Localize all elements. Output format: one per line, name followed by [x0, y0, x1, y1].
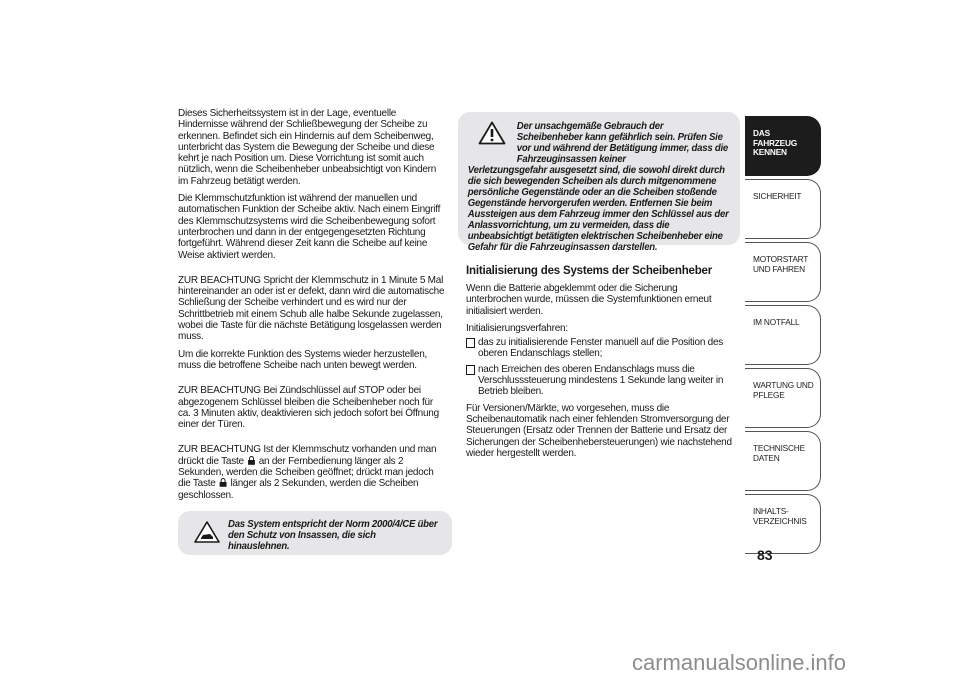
watermark: carmanualsonline.info — [632, 650, 847, 675]
left-column — [178, 108, 452, 555]
warning-text — [458, 121, 738, 253]
list-item: das zu initialisierende Fenster manuell auf die Position des oberen Endanschlags stellen; — [466, 337, 740, 360]
checkbox-bullet-icon — [466, 338, 475, 348]
lock-text-3: länger als 2 Sekunden, werden die Scheiben geschlossen. — [178, 478, 419, 501]
padlock-icon — [247, 456, 255, 465]
warning-text-indented: Der unsachgemäße Gebrauch der Scheibenheber kann gefährlich sein. Prüfen Sie vor und während der Betätigung immer, dass die Fahrzeuginsassen keiner — [516, 121, 729, 165]
note-box — [178, 511, 452, 555]
tab-inhaltsverzeichnis[interactable]: INHALTS- VERZEICHNIS — [745, 494, 821, 554]
tab-das-fahrzeug-kennen[interactable]: DAS FAHRZEUG KENNEN — [745, 116, 821, 176]
procedure-label: Initialisierungsverfahren: — [466, 322, 568, 334]
car-triangle-icon — [194, 521, 220, 543]
tab-sicherheit[interactable]: SICHERHEIT — [745, 179, 821, 239]
tab-im-notfall[interactable]: IM NOTFALL — [745, 305, 821, 365]
chapter-tabs — [745, 116, 821, 557]
padlock-icon — [219, 478, 227, 487]
paragraph-5: ZUR BEACHTUNG Bei Zündschlüssel auf STOP oder bei abgezogenem Schlüssel bleiben die Scheibenheber noch für ca. 3 Minuten aktiv, deaktivieren sich jedoch sofort bei Öffnung einer der Türen. — [178, 385, 439, 431]
lock-text-2: an der Fernbedienung länger als 2 Sekunden, werden die Scheiben geöffnet; drückt man jedoch die Taste — [178, 455, 434, 490]
list-item: nach Erreichen des oberen Endanschlags muss die Verschlusssteuerung mindestens 1 Sekunde lang weiter in Betrieb bleiben. — [466, 364, 740, 398]
warning-box — [458, 112, 740, 253]
tab-motorstart-und-fahren[interactable]: MOTORSTART UND FAHREN — [745, 242, 821, 302]
section-heading: Initialisierung des Systems der Scheibenheber — [466, 265, 713, 277]
paragraph-lock — [178, 444, 447, 500]
checkbox-bullet-icon — [466, 365, 475, 375]
tab-technische-daten[interactable]: TECHNISCHE DATEN — [745, 431, 821, 491]
note-text: Das System entspricht der Norm 2000/4/CE über den Schutz von Insassen, die sich hinauslehnen. — [228, 518, 438, 552]
paragraph-4: Um die korrekte Funktion des Systems wieder herzustellen, muss die betroffene Scheibe nach unten bewegt werden. — [178, 348, 428, 371]
tab-wartung-und-pflege[interactable]: WARTUNG UND PFLEGE — [745, 368, 821, 428]
paragraph-3: ZUR BEACHTUNG Spricht der Klemmschutz in 1 Minute 5 Mal hintereinander an oder ist er defekt, dann wird die automatische Schließung der Scheibe verhindert und es wird nur der Schrittbetrieb mit einem Schub alle halbe Sekunde zugelassen, wobei die Taste für die nächste Betätigung losgelassen werden muss. — [178, 274, 445, 343]
intro-paragraph: Wenn die Batterie abgeklemmt oder die Sicherung unterbrochen wurde, müssen die Systemfunktionen erneut initialisiert werden. — [466, 283, 712, 317]
closing-paragraph: Für Versionen/Märkte, wo vorgesehen, muss die Scheibenautomatik nach einer fehlenden Stromversorgung der Steuerungen (Ersatz oder Trennen der Batterie und Ersatz der Sicherungen der Scheibenhebersteuerungen) wie nachstehend wieder hergestellt werden. — [466, 402, 732, 459]
right-column — [466, 265, 740, 465]
warning-text-rest: Verletzungsgefahr ausgesetzt sind, die sowohl direkt durch die sich bewegenden Scheiben als durch mitgenommene persönliche Gegenstände oder an die Scheiben stoßende Gegenstände hervorgerufen werden. Entfernen Sie beim Aussteigen aus dem Fahrzeug immer den Schlüssel aus der Anlassvorrichtung, um zu vermeiden, dass die unbeabsichtigt betätigten elektrischen Scheibenheber eine Gefahr für die Fahrzeuginsassen darstellen. — [467, 165, 729, 253]
paragraph-1: Dieses Sicherheitssystem ist in der Lage, eventuelle Hindernisse während der Schließbewegung der Scheibe zu erkennen. Befindet sich ein Hindernis auf dem Scheibenweg, unterbricht das System die Bewegung der Scheibe und diese kehrt je nach Position um. Diese Vorrichtung ist somit auch nützlich, wenn die Scheibenheber unbeabsichtigt von Kindern im Fahrzeug betätigt werden. — [178, 108, 437, 187]
paragraph-2: Die Klemmschutzfunktion ist während der manuellen und automatischen Funktion der Scheibe aktiv. Nach einem Eingriff des Klemmschutzsystems wird die Scheibenbewegung sofort unterbrochen und dann in der entgegengesetzten Richtung fortgeführt. Während dieser Zeit kann die Scheibe auf keine Weise aktiviert werden. — [178, 193, 441, 261]
page-number: 83 — [757, 547, 773, 563]
lock-text-1: ZUR BEACHTUNG Ist der Klemmschutz vorhanden und man drückt die Taste — [178, 444, 437, 467]
